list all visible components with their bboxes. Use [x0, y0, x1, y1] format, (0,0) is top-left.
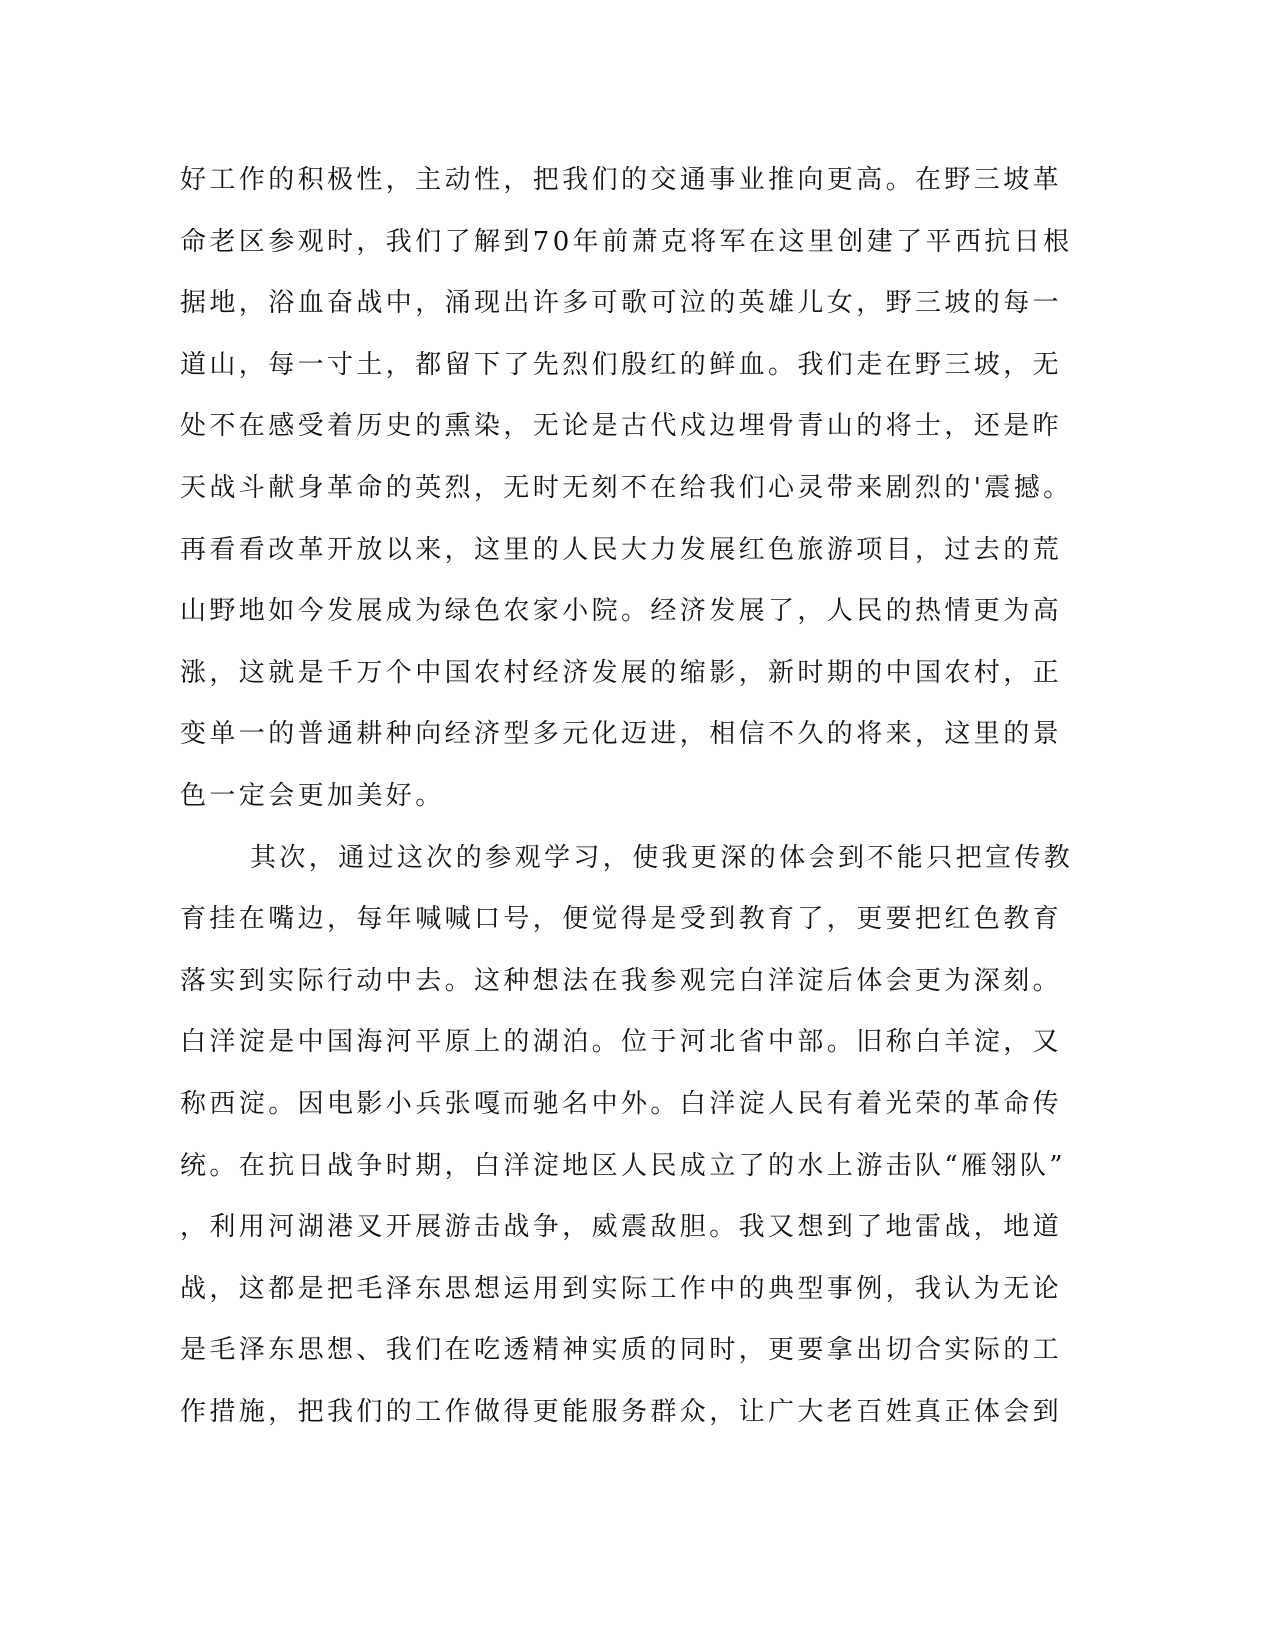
text-line: 山野地如今发展成为绿色农家小院。经济发展了，人民的热情更为高 [180, 596, 1063, 627]
text-line: 处不在感受着历史的熏染，无论是古代戍边埋骨青山的将士，还是昨 [180, 411, 1063, 442]
text-line: 好工作的积极性，主动性，把我们的交通事业推向更高。在野三坡革 [180, 165, 1063, 195]
text-line: 据地，浴血奋战中，涌现出许多可歌可泣的英雄儿女，野三坡的每一 [180, 288, 1063, 319]
text-line: 涨，这就是千万个中国农村经济发展的缩影，新时期的中国农村，正 [180, 657, 1063, 688]
text-line: 作措施，把我们的工作做得更能服务群众，让广大老百姓真正体会到 [180, 1396, 1063, 1427]
text-line: 是毛泽东思想、我们在吃透精神实质的同时，更要拿出切合实际的工 [180, 1335, 1063, 1366]
text-line: 称西淀。因电影小兵张嘎而驰名中外。白洋淀人民有着光荣的革命传 [180, 1088, 1063, 1119]
text-line: 其次，通过这次的参观学习，使我更深的体会到不能只把宣传教 [250, 842, 1074, 873]
text-line: 落实到实际行动中去。这种想法在我参观完白洋淀后体会更为深刻。 [180, 965, 1063, 996]
text-line: 色一定会更加美好。 [180, 780, 445, 811]
paragraph [180, 828, 1074, 1444]
text-line: 命老区参观时，我们了解到70年前萧克将军在这里创建了平西抗日根 [180, 226, 1073, 257]
text-line: ，利用河湖港叉开展游击战争，威震敌胆。我又想到了地雷战，地道 [180, 1212, 1063, 1243]
text-line: 育挂在嘴边，每年喊喊口号，便觉得是受到教育了，更要把红色教育 [180, 904, 1063, 935]
text-line: 变单一的普通耕种向经济型多元化迈进，相信不久的将来，这里的景 [180, 719, 1063, 750]
body-text [180, 150, 1074, 1443]
text-line: 天战斗献身革命的英烈，无时无刻不在给我们心灵带来剧烈的'震撼。 [180, 472, 1073, 503]
paragraph [180, 150, 1073, 828]
text-line: 战，这都是把毛泽东思想运用到实际工作中的典型事例，我认为无论 [180, 1273, 1063, 1304]
text-line: 白洋淀是中国海河平原上的湖泊。位于河北省中部。旧称白羊淀，又 [180, 1027, 1063, 1058]
text-line: 再看看改革开放以来，这里的人民大力发展红色旅游项目，过去的荒 [180, 534, 1063, 565]
text-line: 道山，每一寸土，都留下了先烈们殷红的鲜血。我们走在野三坡，无 [180, 349, 1063, 380]
text-line: 统。在抗日战争时期，白洋淀地区人民成立了的水上游击队“雁翎队” [180, 1150, 1066, 1181]
